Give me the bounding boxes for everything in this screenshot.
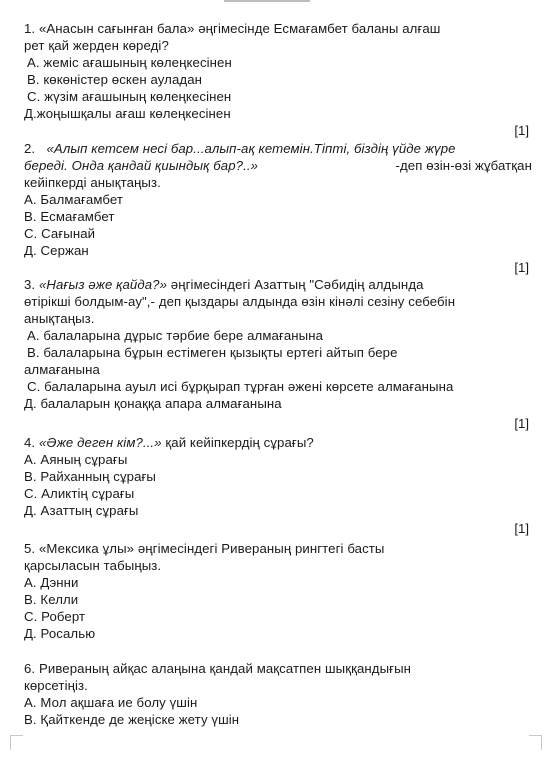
question-5-option-a: А. Дэнни: [24, 575, 79, 590]
question-3: [24, 276, 532, 412]
question-2-text-line-3: кейіпкерді анықтаңыз.: [24, 175, 161, 190]
page-corner-mark-left: [10, 735, 23, 750]
question-3-number: 3.: [24, 277, 39, 292]
question-6-text-line-2: көрсетіңіз.: [24, 678, 88, 693]
question-4-text-rest: қай кейіпкердің сұрағы?: [161, 435, 314, 450]
question-3-option-c: С. балаларына ауыл исі бұрқырап тұрған әжені көрсете алмағанына: [27, 379, 454, 394]
question-1-option-d: Д.жоңышқалы ағаш көлеңкесінен: [24, 106, 231, 121]
question-2-option-c: С. Сағынай: [24, 226, 96, 241]
question-2-number: 2.: [24, 141, 36, 156]
question-3-quote: «Нағыз әже қайда?»: [38, 277, 168, 292]
question-4-option-a: А. Аяның сұрағы: [24, 452, 128, 467]
question-2-text-rest: -деп өзін-өзі жұбатқан: [395, 158, 532, 173]
question-1-option-b: В. көкөністер өскен ауладан: [27, 72, 203, 87]
question-5-text-line-2: қарсыласын табыңыз.: [24, 558, 162, 573]
question-5-option-b: В. Келли: [24, 592, 79, 607]
question-4-number: 4.: [24, 435, 39, 450]
question-5-option-c: С. Роберт: [24, 609, 86, 624]
question-4-score: [1]: [514, 521, 529, 536]
question-4-option-d: Д. Азаттың сұрағы: [24, 503, 139, 518]
question-5: [24, 540, 532, 642]
question-1-score: [1]: [514, 123, 529, 138]
question-3-option-d: Д. балаларын қонаққа апара алмағанына: [24, 396, 282, 411]
question-3-option-b-line-1: В. балаларына бұрын естімеген қызықты ертегі айтып бере: [27, 345, 398, 360]
question-1-option-c: С. жүзім ағашының көлеңкесінен: [27, 89, 232, 104]
question-4-text-line-1: [24, 434, 532, 451]
page-corner-mark-right: [529, 735, 542, 750]
question-1: [24, 20, 532, 122]
question-2: [24, 140, 532, 259]
question-3-text-line-2: өтірікші болдым-ау",- деп қыздары алдында өзін кінәлі сезіну себебін: [24, 294, 456, 309]
question-6-text-line-1: 6. Ривераның айқас алаңына қандай мақсатпен шыққандығын: [24, 661, 412, 676]
question-4-quote: «Әже деген кім?...»: [38, 435, 162, 450]
question-3-text-rest: әңгімесіндегі Азаттың "Сәбидің алдында: [167, 277, 424, 292]
question-6: [24, 660, 532, 728]
question-1-text-line-2: рет қай жерден көреді?: [24, 38, 169, 53]
question-3-text-line-1: [24, 276, 532, 293]
question-2-text-line-2: [24, 157, 532, 174]
question-2-text-line-1: [24, 140, 532, 157]
question-3-option-b-line-2: алмағанына: [24, 362, 100, 377]
question-5-option-d: Д. Росалью: [24, 626, 96, 641]
question-2-option-b: В. Есмағамбет: [24, 209, 115, 224]
question-2-quote-part-2: береді. Онда қандай қиындық бар?..»: [24, 158, 259, 173]
question-1-option-a: А. жеміс ағашының көлеңкесінен: [27, 55, 232, 70]
question-3-text-line-3: анықтаңыз.: [24, 311, 95, 326]
page-top-edge-mark: [224, 0, 310, 2]
question-4-option-c: С. Аликтің сұрағы: [24, 486, 135, 501]
question-3-score: [1]: [514, 416, 529, 431]
question-6-option-a: А. Мол ақшаға ие болу үшін: [24, 695, 198, 710]
question-4: [24, 434, 532, 519]
question-2-option-a: А. Балмағамбет: [24, 192, 124, 207]
question-5-text-line-1: 5. «Мексика ұлы» әңгімесіндегі Ривераның рингтегі басты: [24, 541, 385, 556]
question-2-option-d: Д. Сержан: [24, 243, 89, 258]
question-1-text-line-1: 1. «Анасын сағынған бала» әңгімесінде Есмағамбет баланы алғаш: [24, 21, 441, 36]
question-2-quote-part-1: «Алып кетсем несі бар...алып-ақ кетемін.Тіпті, біздің үйде жүре: [46, 141, 456, 156]
question-6-option-b: В. Қайткенде де жеңіске жету үшін: [24, 712, 240, 727]
question-4-option-b: В. Райханның сұрағы: [24, 469, 156, 484]
question-3-option-a: А. балаларына дұрыс тәрбие бере алмағанына: [27, 328, 324, 343]
question-2-score: [1]: [514, 260, 529, 275]
